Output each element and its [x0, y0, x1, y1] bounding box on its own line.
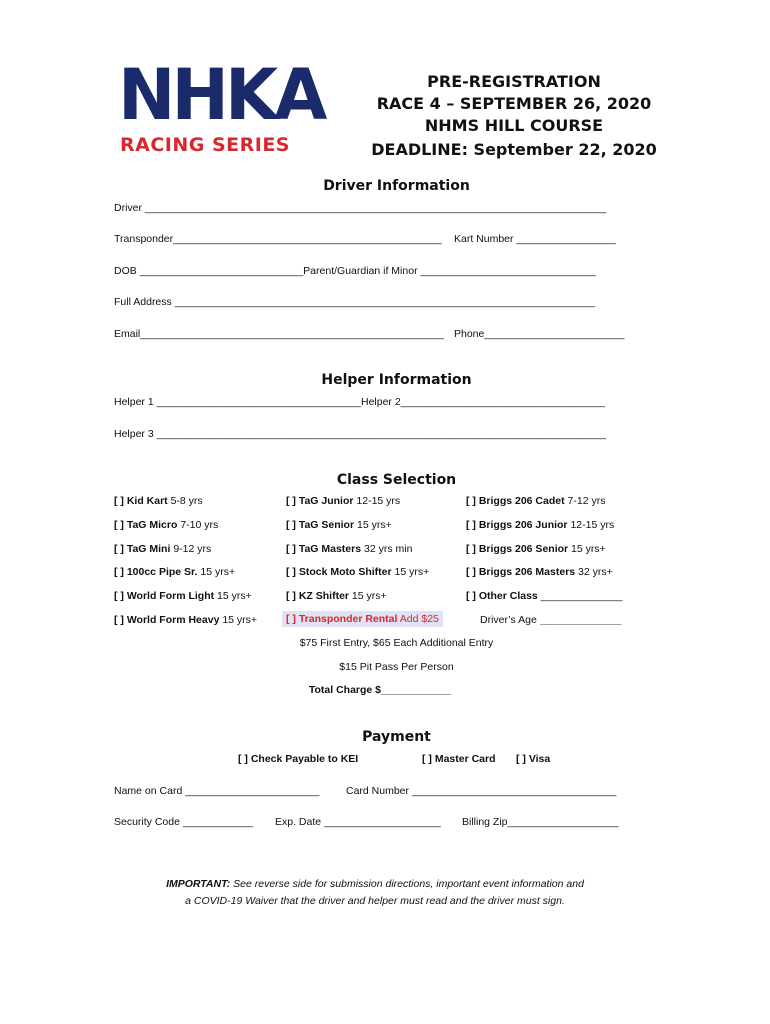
helper-info-title: Helper Information	[321, 372, 472, 388]
class-option[interactable]: [ ] KZ Shifter 15 yrs+	[286, 590, 387, 602]
class-option[interactable]: [ ] Briggs 206 Junior 12-15 yrs	[466, 519, 615, 531]
dob-guardian-field[interactable]: DOB ____________________________Parent/Guardian if Minor ______________________________	[114, 265, 596, 277]
helper-1-2-field[interactable]: Helper 1 ___________________________________Helper 2___________________________________	[114, 396, 606, 408]
class-option[interactable]: [ ] TaG Masters 32 yrs min	[286, 543, 413, 555]
transponder-rental-option[interactable]: [ ] Transponder Rental Add $25	[282, 611, 443, 627]
nhka-logo	[118, 54, 324, 160]
phone-field[interactable]: Phone________________________	[454, 328, 625, 340]
other-class-option[interactable]: [ ] Other Class ______________	[466, 590, 623, 602]
helper-3-field[interactable]: Helper 3 _____________________________________________________________________________	[114, 428, 607, 440]
entry-fee-text: $75 First Entry, $65 Each Additional Entry	[299, 637, 494, 649]
class-option[interactable]: [ ] Briggs 206 Senior 15 yrs+	[466, 543, 606, 555]
class-option[interactable]: [ ] Briggs 206 Masters 32 yrs+	[466, 566, 613, 578]
name-on-card-field[interactable]: Name on Card _______________________	[114, 785, 320, 797]
class-selection-title: Class Selection	[336, 472, 457, 488]
header-race: RACE 4 – SEPTEMBER 26, 2020	[376, 94, 652, 113]
class-option[interactable]: [ ] TaG Mini 9-12 yrs	[114, 543, 212, 555]
class-option[interactable]: [ ] Briggs 206 Cadet 7-12 yrs	[466, 495, 606, 507]
pit-pass-text: $15 Pit Pass Per Person	[339, 661, 454, 673]
visa-option[interactable]: [ ] Visa	[516, 753, 551, 765]
address-field[interactable]: Full Address ________________________________________________________________________	[114, 296, 596, 308]
class-option[interactable]: [ ] Kid Kart 5-8 yrs	[114, 495, 203, 507]
security-code-field[interactable]: Security Code ____________	[114, 816, 253, 828]
class-option[interactable]: [ ] 100cc Pipe Sr. 15 yrs+	[114, 566, 236, 578]
total-charge-field[interactable]: Total Charge $____________	[308, 684, 452, 696]
billing-zip-field[interactable]: Billing Zip___________________	[462, 816, 619, 828]
logo-main-text: NHKA	[118, 54, 324, 136]
drivers-age-field[interactable]: Driver’s Age ______________	[480, 614, 622, 626]
driver-info-title: Driver Information	[323, 178, 470, 194]
kart-number-field[interactable]: Kart Number _________________	[454, 233, 616, 245]
logo-sub-text: RACING SERIES	[120, 134, 290, 156]
class-option[interactable]: [ ] Stock Moto Shifter 15 yrs+	[286, 566, 430, 578]
header-course: NHMS HILL COURSE	[424, 116, 604, 135]
header-title: PRE-REGISTRATION	[427, 72, 601, 91]
class-option[interactable]: [ ] World Form Light 15 yrs+	[114, 590, 252, 602]
class-option[interactable]: [ ] TaG Junior 12-15 yrs	[286, 495, 401, 507]
driver-field[interactable]: Driver _______________________________________________________________________________	[114, 202, 607, 214]
card-number-field[interactable]: Card Number ___________________________________	[346, 785, 617, 797]
footer-note-line1: IMPORTANT: See reverse side for submission directions, important event information and	[166, 878, 584, 890]
mastercard-option[interactable]: [ ] Master Card	[422, 753, 496, 765]
email-field[interactable]: Email____________________________________________________	[114, 328, 444, 340]
exp-date-field[interactable]: Exp. Date ____________________	[275, 816, 441, 828]
class-option[interactable]: [ ] World Form Heavy 15 yrs+	[114, 614, 258, 626]
check-option[interactable]: [ ] Check Payable to KEI	[238, 753, 359, 765]
class-option[interactable]: [ ] TaG Senior 15 yrs+	[286, 519, 392, 531]
class-option[interactable]: [ ] TaG Micro 7-10 yrs	[114, 519, 219, 531]
transponder-field[interactable]: Transponder______________________________________________	[114, 233, 442, 245]
payment-title: Payment	[362, 729, 431, 745]
footer-note-line2: a COVID-19 Waiver that the driver and helper must read and the driver must sign.	[185, 895, 565, 907]
header-deadline: DEADLINE: September 22, 2020	[371, 140, 657, 159]
